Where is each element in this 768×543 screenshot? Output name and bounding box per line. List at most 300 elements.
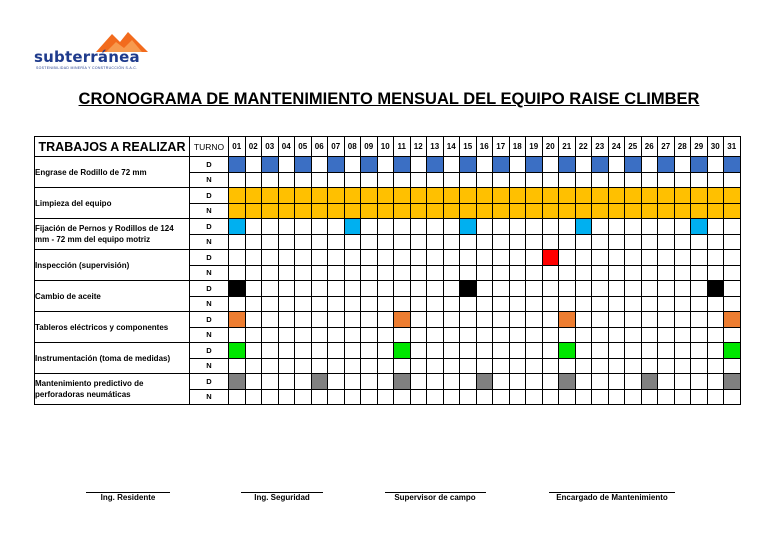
schedule-cell — [278, 343, 295, 359]
schedule-cell — [262, 265, 279, 281]
schedule-cell — [410, 296, 427, 312]
schedule-cell — [311, 250, 328, 266]
schedule-cell — [608, 157, 625, 173]
schedule-cell — [311, 312, 328, 328]
schedule-cell — [509, 219, 526, 235]
schedule-cell — [311, 296, 328, 312]
schedule-cell — [724, 281, 741, 297]
schedule-cell — [278, 281, 295, 297]
table-header-row — [35, 137, 741, 157]
shift-label: N — [190, 327, 229, 343]
schedule-cell — [245, 374, 262, 390]
day-header: 09 — [361, 137, 378, 157]
schedule-cell — [262, 234, 279, 250]
schedule-cell — [674, 327, 691, 343]
schedule-cell — [493, 157, 510, 173]
schedule-cell — [559, 374, 576, 390]
schedule-cell — [460, 172, 477, 188]
schedule-cell — [427, 374, 444, 390]
schedule-cell — [509, 327, 526, 343]
schedule-cell — [608, 250, 625, 266]
schedule-cell — [641, 188, 658, 204]
schedule-cell — [493, 327, 510, 343]
schedule-cell — [361, 219, 378, 235]
schedule-cell — [674, 265, 691, 281]
schedule-cell — [427, 172, 444, 188]
schedule-cell — [229, 296, 246, 312]
schedule-cell — [245, 312, 262, 328]
schedule-cell — [658, 234, 675, 250]
schedule-cell — [344, 234, 361, 250]
schedule-cell — [625, 374, 642, 390]
schedule-cell — [410, 327, 427, 343]
schedule-cell — [344, 358, 361, 374]
schedule-cell — [608, 203, 625, 219]
schedule-cell — [674, 281, 691, 297]
schedule-cell — [229, 157, 246, 173]
shift-label: D — [190, 250, 229, 266]
schedule-cell — [542, 250, 559, 266]
table-row — [35, 312, 741, 328]
schedule-cell — [295, 172, 312, 188]
schedule-cell — [328, 389, 345, 405]
schedule-cell — [278, 203, 295, 219]
schedule-cell — [460, 389, 477, 405]
schedule-cell — [245, 188, 262, 204]
schedule-cell — [608, 343, 625, 359]
schedule-cell — [394, 203, 411, 219]
schedule-cell — [245, 234, 262, 250]
schedule-cell — [575, 358, 592, 374]
table-row — [35, 281, 741, 297]
schedule-cell — [526, 374, 543, 390]
schedule-cell — [707, 374, 724, 390]
schedule-cell — [262, 358, 279, 374]
schedule-cell — [229, 188, 246, 204]
schedule-cell — [443, 219, 460, 235]
schedule-cell — [377, 188, 394, 204]
day-header: 02 — [245, 137, 262, 157]
schedule-cell — [559, 327, 576, 343]
schedule-cell — [691, 188, 708, 204]
schedule-cell — [344, 343, 361, 359]
schedule-cell — [575, 265, 592, 281]
schedule-cell — [460, 219, 477, 235]
schedule-cell — [509, 234, 526, 250]
schedule-cell — [229, 343, 246, 359]
schedule-cell — [262, 312, 279, 328]
schedule-cell — [608, 281, 625, 297]
schedule-cell — [262, 172, 279, 188]
schedule-cell — [229, 281, 246, 297]
schedule-cell — [724, 157, 741, 173]
table-row — [35, 219, 741, 235]
schedule-cell — [262, 157, 279, 173]
shift-label: N — [190, 389, 229, 405]
schedule-table — [34, 136, 741, 405]
task-label: Engrase de Rodillo de 72 mm — [35, 157, 190, 188]
schedule-cell — [361, 234, 378, 250]
schedule-cell — [608, 358, 625, 374]
schedule-cell — [493, 374, 510, 390]
schedule-cell — [443, 234, 460, 250]
schedule-cell — [361, 250, 378, 266]
day-header: 01 — [229, 137, 246, 157]
schedule-cell — [394, 157, 411, 173]
schedule-cell — [526, 281, 543, 297]
table-row — [35, 250, 741, 266]
schedule-cell — [707, 312, 724, 328]
schedule-cell — [625, 312, 642, 328]
schedule-cell — [394, 219, 411, 235]
schedule-cell — [509, 312, 526, 328]
schedule-cell — [542, 343, 559, 359]
schedule-cell — [460, 296, 477, 312]
schedule-cell — [509, 343, 526, 359]
schedule-cell — [328, 250, 345, 266]
schedule-cell — [427, 389, 444, 405]
schedule-cell — [328, 296, 345, 312]
schedule-cell — [361, 343, 378, 359]
schedule-cell — [443, 172, 460, 188]
day-header: 23 — [592, 137, 609, 157]
schedule-cell — [443, 203, 460, 219]
day-header: 31 — [724, 137, 741, 157]
schedule-cell — [394, 281, 411, 297]
schedule-cell — [526, 296, 543, 312]
schedule-cell — [427, 358, 444, 374]
schedule-cell — [691, 389, 708, 405]
schedule-cell — [311, 219, 328, 235]
schedule-cell — [641, 234, 658, 250]
schedule-cell — [361, 157, 378, 173]
schedule-cell — [707, 203, 724, 219]
schedule-cell — [344, 296, 361, 312]
schedule-cell — [575, 172, 592, 188]
schedule-cell — [592, 343, 609, 359]
schedule-cell — [460, 327, 477, 343]
schedule-cell — [262, 281, 279, 297]
schedule-cell — [460, 374, 477, 390]
schedule-cell — [658, 296, 675, 312]
signature-residente: Ing. Residente — [100, 493, 156, 502]
schedule-cell — [542, 374, 559, 390]
schedule-cell — [394, 250, 411, 266]
schedule-cell — [526, 250, 543, 266]
schedule-cell — [658, 219, 675, 235]
schedule-cell — [592, 312, 609, 328]
schedule-cell — [311, 374, 328, 390]
schedule-cell — [394, 296, 411, 312]
schedule-cell — [229, 389, 246, 405]
schedule-cell — [394, 312, 411, 328]
day-header: 24 — [608, 137, 625, 157]
schedule-cell — [427, 281, 444, 297]
table-row — [35, 188, 741, 204]
day-header: 28 — [674, 137, 691, 157]
schedule-cell — [542, 327, 559, 343]
schedule-cell — [526, 312, 543, 328]
schedule-cell — [443, 188, 460, 204]
shift-label: N — [190, 358, 229, 374]
schedule-cell — [674, 157, 691, 173]
day-header: 19 — [526, 137, 543, 157]
schedule-cell — [724, 389, 741, 405]
schedule-cell — [245, 172, 262, 188]
schedule-cell — [658, 389, 675, 405]
schedule-cell — [377, 358, 394, 374]
schedule-cell — [278, 219, 295, 235]
schedule-cell — [377, 172, 394, 188]
schedule-cell — [592, 234, 609, 250]
schedule-cell — [245, 327, 262, 343]
schedule-cell — [724, 265, 741, 281]
schedule-cell — [509, 250, 526, 266]
schedule-cell — [245, 281, 262, 297]
schedule-cell — [559, 281, 576, 297]
schedule-cell — [625, 172, 642, 188]
schedule-cell — [592, 265, 609, 281]
schedule-cell — [625, 281, 642, 297]
schedule-cell — [691, 312, 708, 328]
schedule-cell — [311, 234, 328, 250]
schedule-cell — [377, 203, 394, 219]
schedule-cell — [592, 172, 609, 188]
schedule-cell — [542, 234, 559, 250]
task-label: Instrumentación (toma de medidas) — [35, 343, 190, 374]
day-header: 13 — [427, 137, 444, 157]
schedule-cell — [575, 327, 592, 343]
schedule-cell — [344, 265, 361, 281]
schedule-cell — [295, 343, 312, 359]
schedule-cell — [295, 250, 312, 266]
schedule-cell — [542, 296, 559, 312]
schedule-cell — [691, 157, 708, 173]
schedule-cell — [361, 327, 378, 343]
schedule-cell — [476, 188, 493, 204]
schedule-cell — [245, 265, 262, 281]
day-header: 06 — [311, 137, 328, 157]
schedule-cell — [295, 358, 312, 374]
shift-label: N — [190, 172, 229, 188]
schedule-cell — [245, 343, 262, 359]
schedule-cell — [625, 250, 642, 266]
schedule-cell — [526, 203, 543, 219]
schedule-cell — [394, 265, 411, 281]
day-header: 25 — [625, 137, 642, 157]
schedule-cell — [641, 250, 658, 266]
schedule-cell — [344, 188, 361, 204]
schedule-cell — [476, 219, 493, 235]
schedule-cell — [559, 250, 576, 266]
schedule-cell — [328, 374, 345, 390]
schedule-cell — [608, 389, 625, 405]
schedule-cell — [724, 296, 741, 312]
schedule-cell — [410, 312, 427, 328]
schedule-cell — [410, 172, 427, 188]
schedule-cell — [526, 343, 543, 359]
schedule-cell — [625, 296, 642, 312]
schedule-cell — [641, 343, 658, 359]
schedule-cell — [641, 312, 658, 328]
schedule-cell — [559, 172, 576, 188]
schedule-cell — [410, 250, 427, 266]
schedule-cell — [460, 203, 477, 219]
schedule-cell — [328, 203, 345, 219]
schedule-cell — [278, 312, 295, 328]
day-header: 17 — [493, 137, 510, 157]
schedule-cell — [674, 250, 691, 266]
schedule-cell — [328, 188, 345, 204]
schedule-cell — [229, 172, 246, 188]
schedule-cell — [443, 281, 460, 297]
schedule-cell — [295, 389, 312, 405]
schedule-cell — [674, 203, 691, 219]
schedule-cell — [707, 234, 724, 250]
schedule-cell — [361, 203, 378, 219]
schedule-cell — [608, 327, 625, 343]
schedule-cell — [311, 281, 328, 297]
schedule-cell — [361, 265, 378, 281]
schedule-cell — [625, 219, 642, 235]
day-header: 22 — [575, 137, 592, 157]
schedule-cell — [427, 219, 444, 235]
schedule-cell — [295, 203, 312, 219]
signature-encargado: Encargado de Mantenimiento — [556, 493, 668, 502]
schedule-cell — [328, 157, 345, 173]
schedule-cell — [410, 281, 427, 297]
schedule-cell — [691, 250, 708, 266]
schedule-cell — [509, 203, 526, 219]
day-header: 29 — [691, 137, 708, 157]
schedule-cell — [493, 203, 510, 219]
logo-brand: subterránea — [34, 48, 140, 66]
schedule-cell — [592, 281, 609, 297]
schedule-cell — [229, 374, 246, 390]
schedule-cell — [542, 265, 559, 281]
schedule-cell — [592, 327, 609, 343]
schedule-cell — [592, 358, 609, 374]
schedule-cell — [344, 327, 361, 343]
schedule-cell — [394, 389, 411, 405]
schedule-cell — [493, 250, 510, 266]
schedule-cell — [410, 358, 427, 374]
schedule-cell — [377, 312, 394, 328]
schedule-cell — [344, 312, 361, 328]
schedule-cell — [443, 296, 460, 312]
schedule-cell — [542, 203, 559, 219]
schedule-cell — [410, 374, 427, 390]
schedule-cell — [427, 327, 444, 343]
schedule-cell — [427, 343, 444, 359]
schedule-cell — [443, 312, 460, 328]
schedule-cell — [707, 296, 724, 312]
schedule-cell — [559, 296, 576, 312]
schedule-cell — [476, 312, 493, 328]
schedule-cell — [460, 281, 477, 297]
schedule-cell — [377, 157, 394, 173]
schedule-cell — [476, 327, 493, 343]
day-header: 10 — [377, 137, 394, 157]
schedule-cell — [641, 389, 658, 405]
schedule-cell — [377, 219, 394, 235]
schedule-cell — [542, 358, 559, 374]
schedule-cell — [427, 296, 444, 312]
schedule-cell — [410, 389, 427, 405]
schedule-cell — [394, 374, 411, 390]
schedule-cell — [229, 312, 246, 328]
day-header: 12 — [410, 137, 427, 157]
schedule-cell — [493, 358, 510, 374]
schedule-cell — [493, 389, 510, 405]
day-header: 04 — [278, 137, 295, 157]
schedule-cell — [262, 374, 279, 390]
schedule-cell — [625, 157, 642, 173]
schedule-cell — [361, 281, 378, 297]
schedule-cell — [311, 358, 328, 374]
schedule-cell — [311, 203, 328, 219]
schedule-cell — [278, 296, 295, 312]
schedule-cell — [691, 219, 708, 235]
schedule-cell — [575, 374, 592, 390]
logo-tagline: SOSTENIBILIDAD MINERÍA Y CONSTRUCCIÓN S.A.C. — [36, 66, 138, 70]
schedule-cell — [509, 172, 526, 188]
schedule-cell — [707, 343, 724, 359]
schedule-cell — [344, 203, 361, 219]
schedule-cell — [641, 296, 658, 312]
schedule-cell — [707, 188, 724, 204]
schedule-cell — [344, 374, 361, 390]
schedule-cell — [278, 157, 295, 173]
schedule-cell — [295, 265, 312, 281]
schedule-cell — [311, 343, 328, 359]
schedule-cell — [410, 203, 427, 219]
schedule-cell — [278, 250, 295, 266]
schedule-cell — [311, 188, 328, 204]
schedule-cell — [625, 234, 642, 250]
schedule-cell — [674, 343, 691, 359]
schedule-cell — [377, 343, 394, 359]
schedule-cell — [328, 343, 345, 359]
schedule-cell — [344, 250, 361, 266]
schedule-cell — [262, 250, 279, 266]
shift-label: N — [190, 265, 229, 281]
schedule-cell — [707, 172, 724, 188]
schedule-cell — [625, 343, 642, 359]
schedule-cell — [493, 281, 510, 297]
schedule-cell — [229, 358, 246, 374]
schedule-cell — [724, 374, 741, 390]
schedule-cell — [575, 343, 592, 359]
schedule-cell — [377, 389, 394, 405]
schedule-cell — [575, 250, 592, 266]
schedule-cell — [295, 296, 312, 312]
schedule-cell — [410, 234, 427, 250]
schedule-cell — [625, 358, 642, 374]
day-header: 14 — [443, 137, 460, 157]
schedule-cell — [509, 281, 526, 297]
schedule-cell — [658, 188, 675, 204]
schedule-cell — [427, 234, 444, 250]
schedule-cell — [410, 343, 427, 359]
day-header: 21 — [559, 137, 576, 157]
schedule-cell — [526, 188, 543, 204]
schedule-cell — [575, 157, 592, 173]
schedule-cell — [443, 327, 460, 343]
schedule-cell — [526, 172, 543, 188]
schedule-cell — [410, 265, 427, 281]
schedule-cell — [328, 234, 345, 250]
